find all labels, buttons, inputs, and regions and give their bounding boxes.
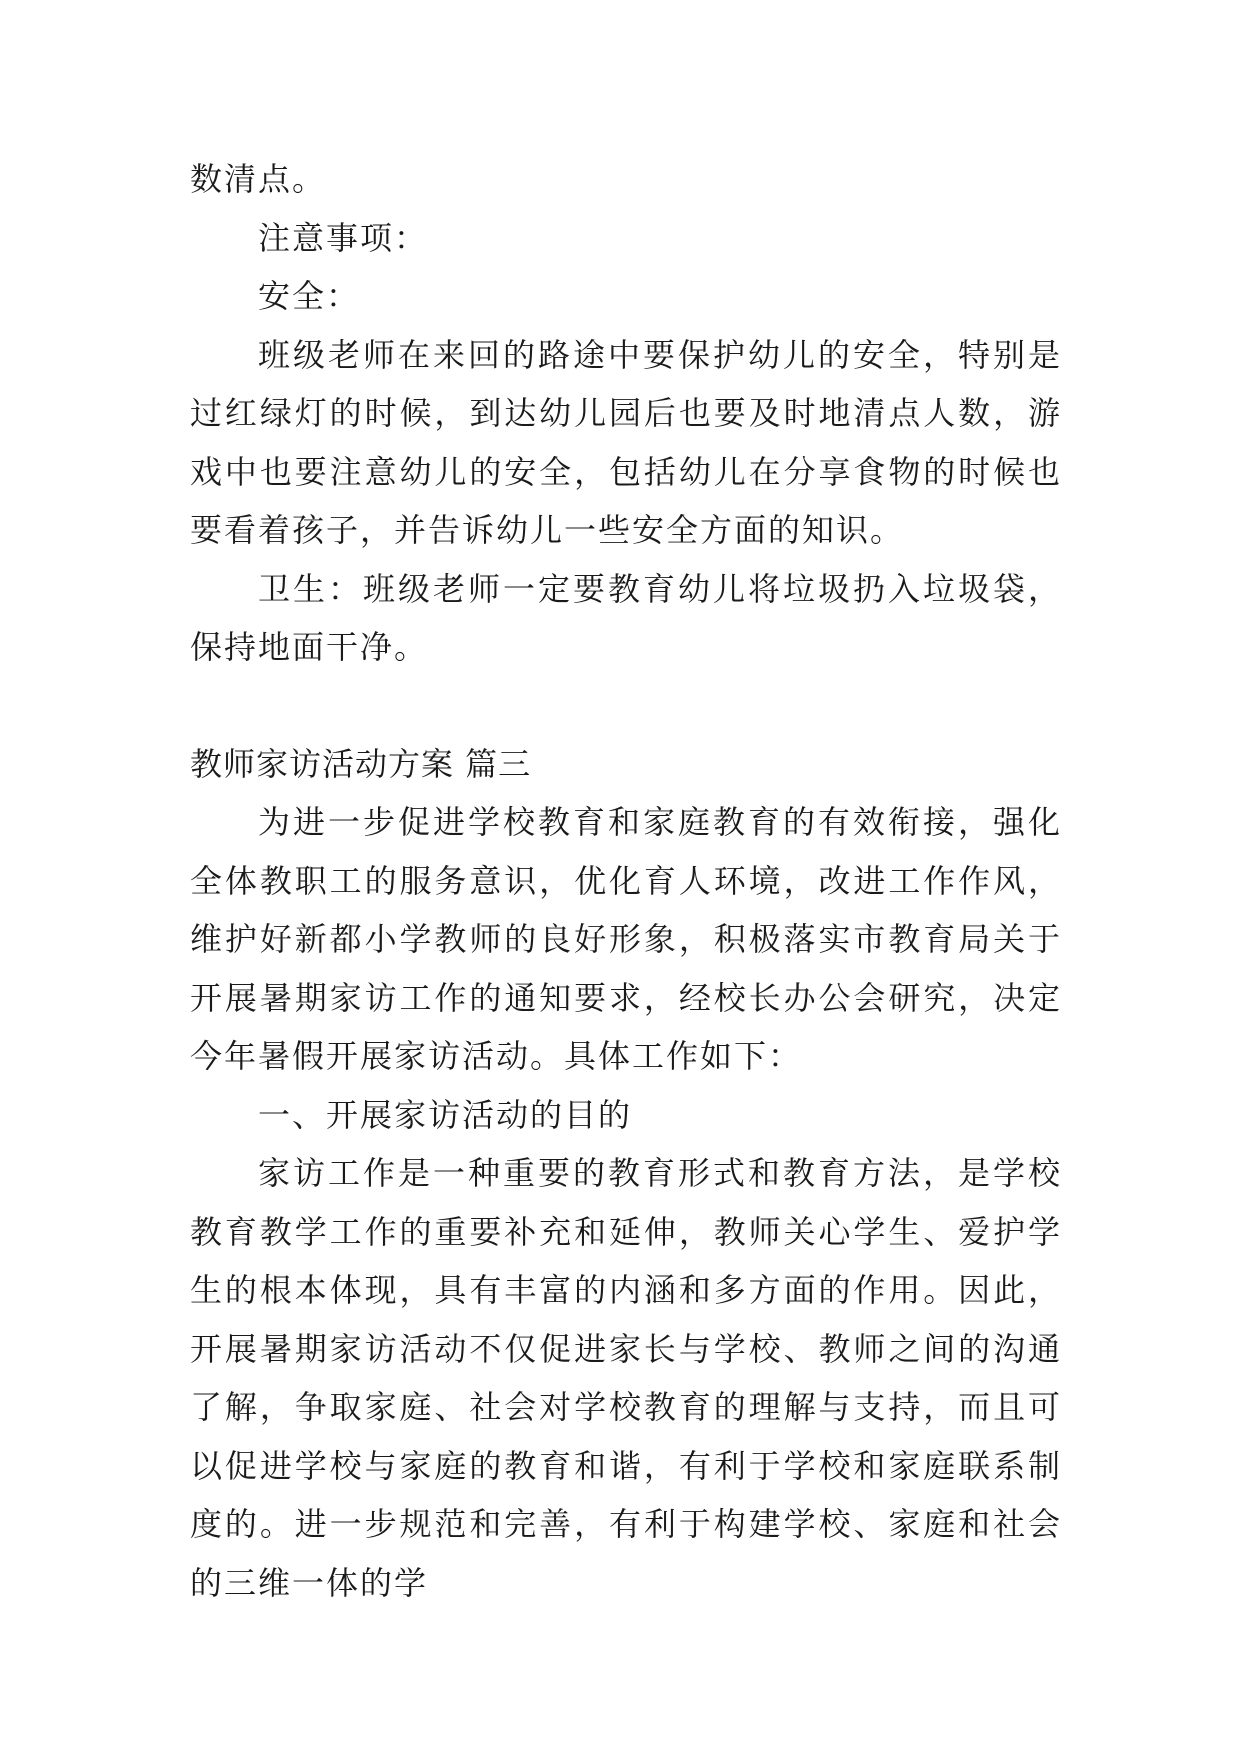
paragraph-safety-body: 班级老师在来回的路途中要保护幼儿的安全，特别是过红绿灯的时候，到达幼儿园后也要及时地清点人数，游戏中也要注意幼儿的安全，包括幼儿在分享食物的时候也要看着孩子，并告诉幼儿一些安全方面的知识。: [190, 335, 1062, 549]
paragraph-purpose-body: 家访工作是一种重要的教育形式和教育方法，是学校教育教学工作的重要补充和延伸，教师关心学生、爱护学生的根本体现，具有丰富的内涵和多方面的作用。因此，开展暑期家访活动不仅促进家长与学校、教师之间的沟通了解，争取家庭、社会对学校教育的理解与支持，而且可以促进学校与家庭的教育和谐，有利于学校和家庭联系制度的。进一步规范和完善，有利于构建学校、家庭和社会的三维一体的学: [190, 1154, 1062, 1602]
document-body: [190, 150, 1062, 1612]
section-title: 教师家访活动方案 篇三: [190, 744, 532, 783]
paragraph-continuation: 数清点。: [190, 160, 327, 198]
paragraph-notes-heading: 注意事项：: [258, 218, 429, 257]
paragraph-safety-heading: 安全：: [258, 277, 361, 315]
paragraph-intro: 为进一步促进学校教育和家庭教育的有效衔接，强化全体教职工的服务意识，优化育人环境，改进工作作风，维护好新都小学教师的良好形象，积极落实市教育局关于开展暑期家访工作的通知要求，经校长办公会研究，决定今年暑假开展家访活动。具体工作如下：: [190, 803, 1062, 1075]
paragraph-hygiene: 卫生：班级老师一定要教育幼儿将垃圾扔入垃圾袋，保持地面干净。: [190, 569, 1062, 666]
paragraph-purpose-heading: 一、开展家访活动的目的: [258, 1095, 633, 1134]
